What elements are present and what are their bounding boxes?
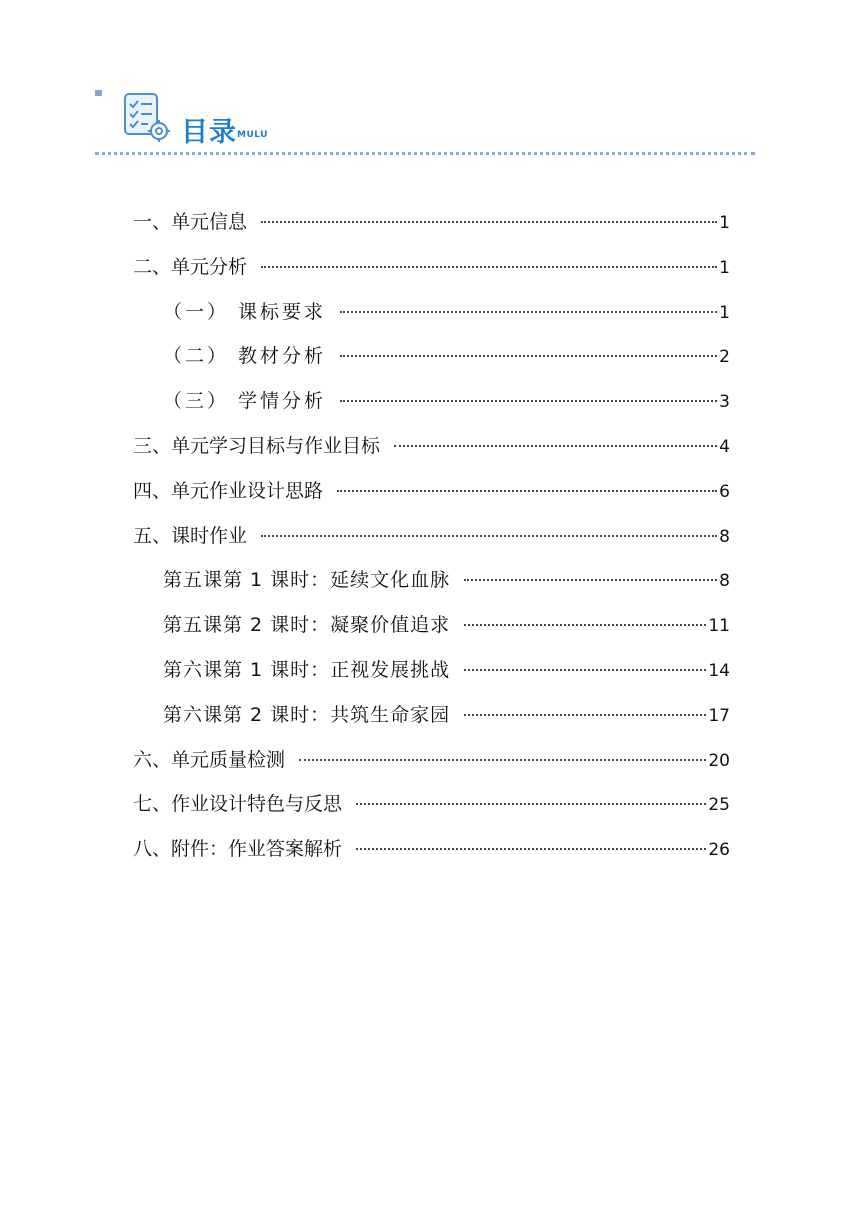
toc-dot-leader — [340, 311, 717, 313]
toc-entry-label: 六、单元质量检测 — [133, 748, 286, 771]
toc-dot-leader — [464, 714, 706, 716]
toc-entry[interactable] — [133, 200, 730, 245]
checklist-document-icon — [121, 91, 173, 143]
toc-entry-label: （一） 课标要求 — [163, 300, 327, 323]
toc-entry-page-number: 11 — [708, 616, 730, 637]
toc-entry[interactable] — [133, 379, 730, 424]
toc-dot-leader — [464, 624, 706, 626]
toc-entry[interactable] — [133, 782, 730, 827]
toc-entry-label: 四、单元作业设计思路 — [133, 479, 324, 502]
toc-entry[interactable] — [133, 603, 730, 648]
toc-entry-page-number: 8 — [719, 526, 730, 547]
toc-entry[interactable] — [133, 290, 730, 335]
toc-entry[interactable] — [133, 469, 730, 514]
dotted-divider — [95, 152, 755, 155]
toc-entry-page-number: 1 — [719, 302, 730, 323]
toc-entry-label: （三） 学情分析 — [163, 390, 327, 413]
toc-dot-leader — [356, 848, 706, 850]
toc-header — [95, 86, 755, 161]
toc-dot-leader — [337, 490, 717, 492]
toc-entry-label: 五、课时作业 — [133, 524, 248, 547]
toc-entry-page-number: 17 — [708, 705, 730, 726]
toc-entry-page-number: 4 — [719, 436, 730, 457]
toc-entry-label: 第六课第 2 课时：共筑生命家园 — [163, 703, 451, 726]
toc-dot-leader — [299, 759, 706, 761]
toc-dot-leader — [464, 669, 706, 671]
toc-dot-leader — [261, 535, 717, 537]
toc-entry-label: （二） 教材分析 — [163, 345, 327, 368]
toc-dot-leader — [464, 579, 717, 581]
toc-dot-leader — [340, 400, 717, 402]
toc-dot-leader — [261, 221, 717, 223]
toc-entry-page-number: 14 — [708, 660, 730, 681]
toc-entry-label: 八、附件：作业答案解析 — [133, 838, 343, 861]
toc-entry[interactable] — [133, 514, 730, 559]
toc-entry[interactable] — [133, 245, 730, 290]
toc-dot-leader — [340, 355, 717, 357]
toc-entry[interactable] — [133, 693, 730, 738]
toc-entry-page-number: 1 — [719, 257, 730, 278]
toc-entry-page-number: 2 — [719, 347, 730, 368]
toc-dot-leader — [356, 803, 706, 805]
toc-entry-page-number: 3 — [719, 392, 730, 413]
toc-entry-label: 二、单元分析 — [133, 255, 248, 278]
toc-dot-leader — [394, 445, 717, 447]
toc-entry-page-number: 1 — [719, 213, 730, 233]
toc-entry-label: 三、单元学习目标与作业目标 — [133, 434, 381, 457]
toc-entry[interactable] — [133, 334, 730, 379]
toc-entry-label: 第五课第 2 课时：凝聚价值追求 — [163, 614, 451, 637]
toc-entry-page-number: 6 — [719, 481, 730, 502]
toc-entry-page-number: 20 — [708, 750, 730, 771]
toc-dot-leader — [261, 266, 717, 268]
toc-entry-label: 第五课第 1 课时：延续文化血脉 — [163, 569, 451, 592]
toc-entry[interactable] — [133, 648, 730, 693]
corner-mark — [95, 90, 102, 96]
toc-entry-page-number: 8 — [719, 571, 730, 592]
toc-entry-page-number: 25 — [708, 795, 730, 816]
toc-entry[interactable] — [133, 424, 730, 469]
page-title: 目录 — [181, 117, 237, 148]
toc-entry-label: 七、作业设计特色与反思 — [133, 793, 343, 816]
toc-entry-label: 一、单元信息 — [133, 211, 248, 233]
toc-entry[interactable] — [133, 738, 730, 783]
page-subtitle: MULU — [237, 130, 268, 140]
toc-entry-page-number: 26 — [708, 840, 730, 861]
toc-entry[interactable] — [133, 558, 730, 603]
table-of-contents — [133, 200, 730, 872]
toc-entry[interactable] — [133, 827, 730, 872]
toc-entry-label: 第六课第 1 课时：正视发展挑战 — [163, 658, 451, 681]
